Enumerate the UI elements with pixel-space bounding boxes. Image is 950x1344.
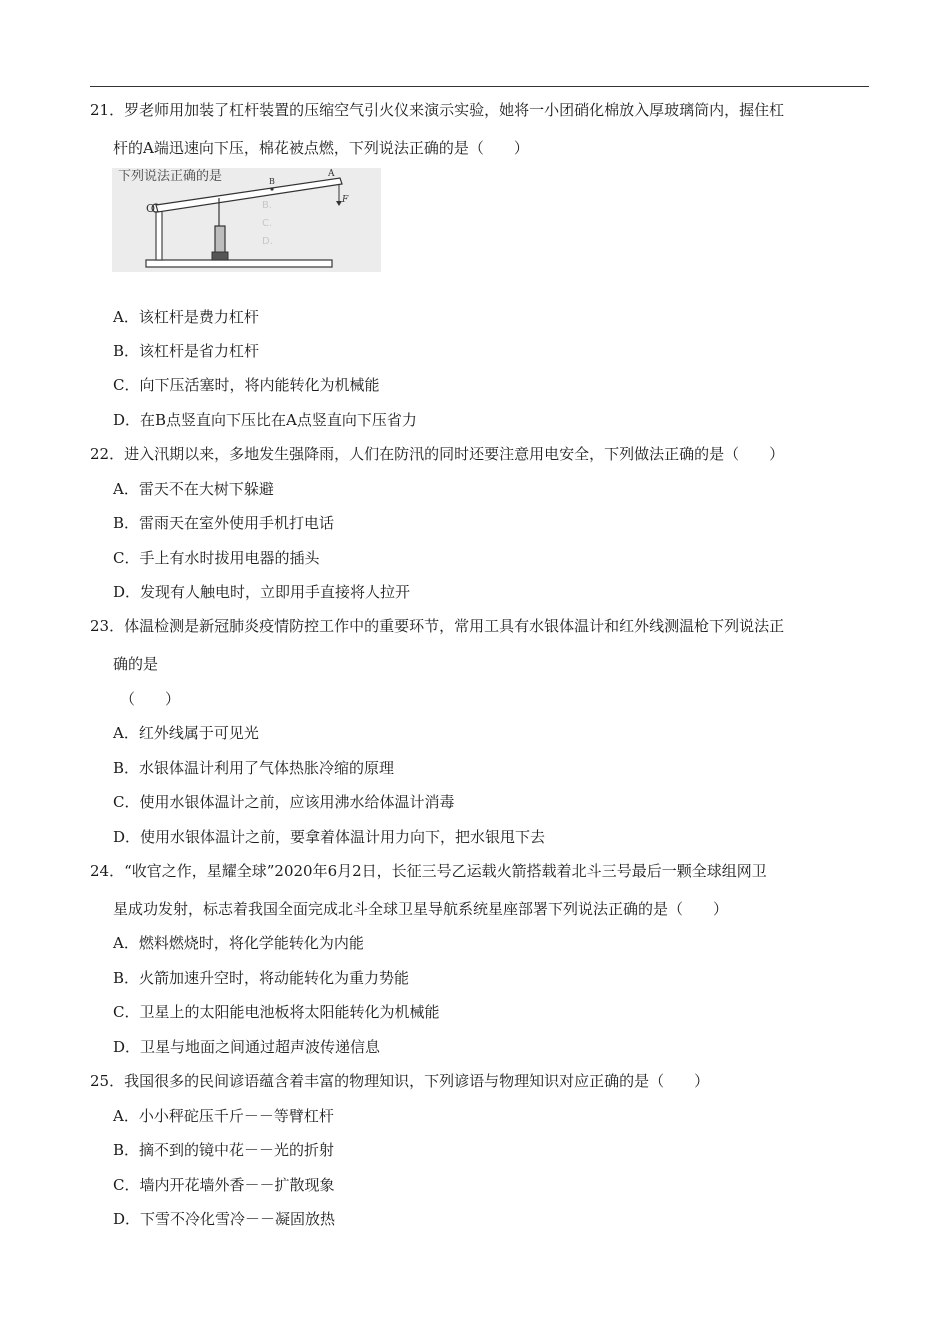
option-25-d: D．下雪不冷化雪冷－－凝固放热 [113, 1210, 336, 1228]
option-23-a: A．红外线属于可见光 [113, 724, 259, 742]
figure-caption: 下列说法正确的是 [118, 169, 223, 184]
point-b [270, 187, 273, 190]
question-21-text-line2: 杆的A端迅速向下压，棉花被点燃，下列说法正确的是（ ） [113, 139, 529, 157]
label-a: A [328, 169, 335, 179]
option-25-b: B．摘不到的镜中花－－光的折射 [113, 1141, 335, 1159]
option-24-b: B．火箭加速升空时，将动能转化为重力势能 [113, 969, 410, 987]
option-24-d: D．卫星与地面之间通过超声波传递信息 [113, 1038, 381, 1056]
option-23-d: D．使用水银体温计之前，要拿着体温计用力向下，把水银甩下去 [113, 828, 546, 846]
support-post [156, 210, 162, 260]
question-25-text: 25．我国很多的民间谚语蕴含着丰富的物理知识，下列谚语与物理知识对应正确的是（ ） [90, 1072, 710, 1090]
question-23-answer-paren: （ ） [120, 690, 181, 708]
label-b: B [269, 177, 275, 186]
option-22-c: C．手上有水时拔用电器的插头 [113, 549, 320, 567]
cylinder-base [212, 252, 228, 260]
option-21-a: A．该杠杆是费力杠杆 [113, 308, 259, 326]
option-22-b: B．雷雨天在室外使用手机打电话 [113, 514, 335, 532]
faded-bg-text: C. [262, 218, 273, 229]
option-24-a: A．燃料燃烧时，将化学能转化为内能 [113, 934, 364, 952]
option-21-d: D．在B点竖直向下压比在A点竖直向下压省力 [113, 411, 417, 429]
base-board [146, 260, 332, 267]
faded-bg-text: D. [262, 236, 273, 247]
option-24-c: C．卫星上的太阳能电池板将太阳能转化为机械能 [113, 1003, 440, 1021]
option-23-b: B．水银体温计利用了气体热胀冷缩的原理 [113, 759, 395, 777]
question-24-text-line2: 星成功发射，标志着我国全面完成北斗全球卫星导航系统星座部署下列说法正确的是（ ） [113, 900, 729, 918]
lever-apparatus-figure [112, 168, 381, 272]
question-22-text: 22．进入汛期以来，多地发生强降雨，人们在防汛的同时还要注意用电安全，下列做法正确的是（ ） [90, 445, 785, 463]
option-21-c: C．向下压活塞时，将内能转化为机械能 [113, 376, 380, 394]
option-25-a: A．小小秤砣压千斤－－等臂杠杆 [113, 1107, 334, 1125]
question-21-text-line1: 21．罗老师用加装了杠杆装置的压缩空气引火仪来演示实验，她将一小团硝化棉放入厚玻璃筒内，握住杠 [90, 101, 785, 119]
option-23-c: C．使用水银体温计之前，应该用沸水给体温计消毒 [113, 793, 455, 811]
option-25-c: C．墙内开花墙外香－－扩散现象 [113, 1176, 335, 1194]
question-23-text-line2: 确的是 [113, 655, 159, 673]
header-rule [90, 86, 869, 87]
question-24-text-line1: 24．“收官之作，星耀全球”2020年6月2日，长征三号乙运载火箭搭载着北斗三号最后一颗全球组网卫 [90, 862, 767, 880]
faded-bg-text: B. [262, 200, 273, 211]
lever-diagram [112, 168, 381, 272]
label-o: O [146, 202, 156, 215]
label-f: F [342, 195, 349, 205]
option-22-a: A．雷天不在大树下躲避 [113, 480, 274, 498]
question-23-text-line1: 23．体温检测是新冠肺炎疫情防控工作中的重要环节，常用工具有水银体温计和红外线测温枪下列说法正 [90, 617, 785, 635]
glass-cylinder [215, 226, 225, 254]
option-21-b: B．该杠杆是省力杠杆 [113, 342, 260, 360]
option-22-d: D．发现有人触电时，立即用手直接将人拉开 [113, 583, 411, 601]
